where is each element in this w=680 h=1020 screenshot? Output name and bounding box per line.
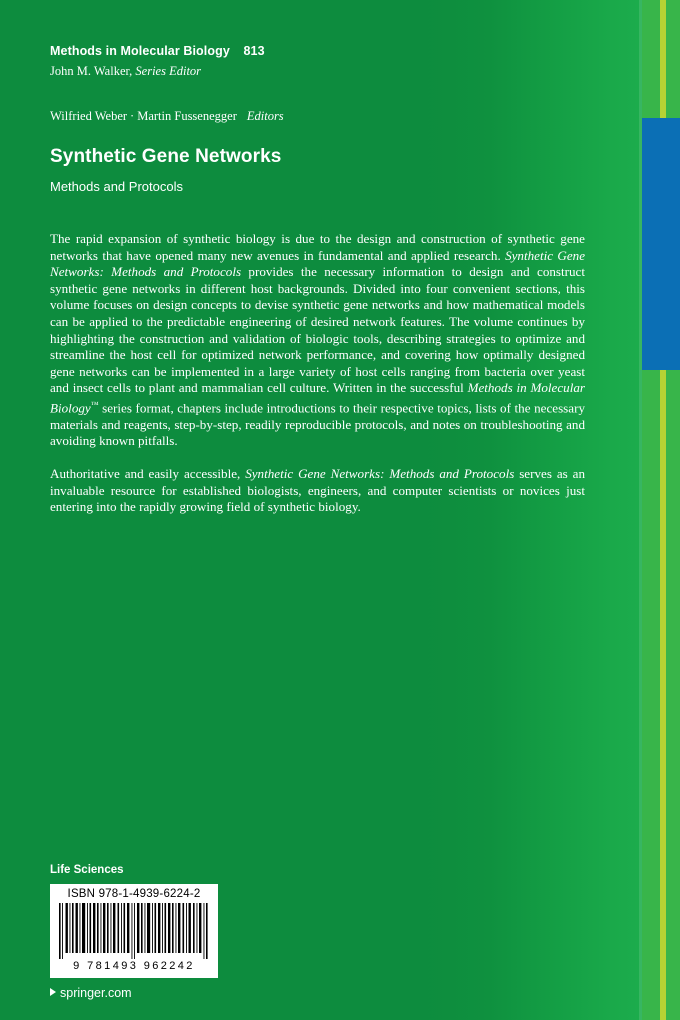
- book-title: Synthetic Gene Networks: [50, 146, 282, 167]
- series-line: [50, 44, 590, 58]
- blurb-2-part-b: serves as an invaluable resource for established biologists, engineers, and computer scientists or novices just entering into the rapidly growing field of synthetic biology.: [50, 466, 585, 515]
- lime-accent-bottom: [660, 508, 666, 1020]
- blurb-paragraph-2: [50, 466, 585, 516]
- barcode-digits: 9 781493 962242: [73, 960, 195, 972]
- blurb-1-italic-title-1: Synthetic Gene Networks: Methods and Protocols: [50, 247, 585, 280]
- blurb-2-italic-title: Synthetic Gene Networks: Methods and Protocols: [245, 466, 515, 482]
- lime-accent-top: [660, 0, 666, 118]
- series-editor-line: [50, 64, 590, 79]
- blurb-1-part-b: provides the necessary information to design and construct synthetic gene networks in different host backgrounds. Divided into four convenient sections, this volume focuses on design concepts to devise synthetic gene networks and how mathematical models can be applied to the predictable engineering of desired network features. The volume continues by highlighting the construction and validation of biologic tools, describing strategies to optimize and streamline the host cell for optimized network performance, and covering how optimally designed gene networks can be implemented in a large variety of host cells ranging from bacteria over yeast and insect cells to plant and mammalian cell culture. Written in the successful: [50, 264, 586, 396]
- life-sciences-label: Life Sciences: [50, 864, 124, 876]
- barcode-icon: [58, 903, 210, 959]
- publisher-line: [50, 986, 132, 1000]
- trademark-symbol: ™: [90, 399, 99, 409]
- blurb-paragraph-1: [50, 231, 585, 450]
- blurb-1-part-c: series format, chapters include introductions to their respective topics, lists of the necessary materials and reagents, step-by-step, readily reproducible protocols, and notes on troubleshooting and avoiding known pitfalls.: [50, 400, 585, 449]
- series-editor-role: Series Editor: [135, 64, 202, 78]
- series-volume: 813: [243, 44, 265, 58]
- right-blue-band: [642, 118, 680, 370]
- editor-separator: ·: [130, 109, 135, 123]
- blurb-2-part-a: Authoritative and easily accessible,: [50, 466, 246, 482]
- series-name: Methods in Molecular Biology: [50, 44, 230, 58]
- editor-one: Wilfried Weber: [50, 109, 128, 123]
- cover-text-block: [50, 44, 590, 516]
- isbn-text: ISBN 978-1-4939-6224-2: [67, 888, 201, 900]
- publisher-name: springer.com: [60, 986, 132, 1000]
- book-subtitle: Methods and Protocols: [50, 179, 183, 194]
- editor-two: Martin Fussenegger: [137, 109, 237, 123]
- barcode-block: [50, 884, 218, 978]
- editors-label: Editors: [246, 109, 284, 123]
- series-editor-name: John M. Walker,: [50, 64, 136, 78]
- editors-line: [50, 109, 590, 124]
- blurb-1-part-a: The rapid expansion of synthetic biology is due to the design and construction of synthetic gene networks that have opened many new avenues in fundamental and applied research.: [50, 231, 585, 263]
- spine-edge-line: [639, 0, 642, 1020]
- lime-accent-middle: [660, 370, 666, 508]
- triangle-icon: [50, 988, 56, 996]
- blurb-1-italic-series: Methods in Molecular Biology: [50, 380, 585, 416]
